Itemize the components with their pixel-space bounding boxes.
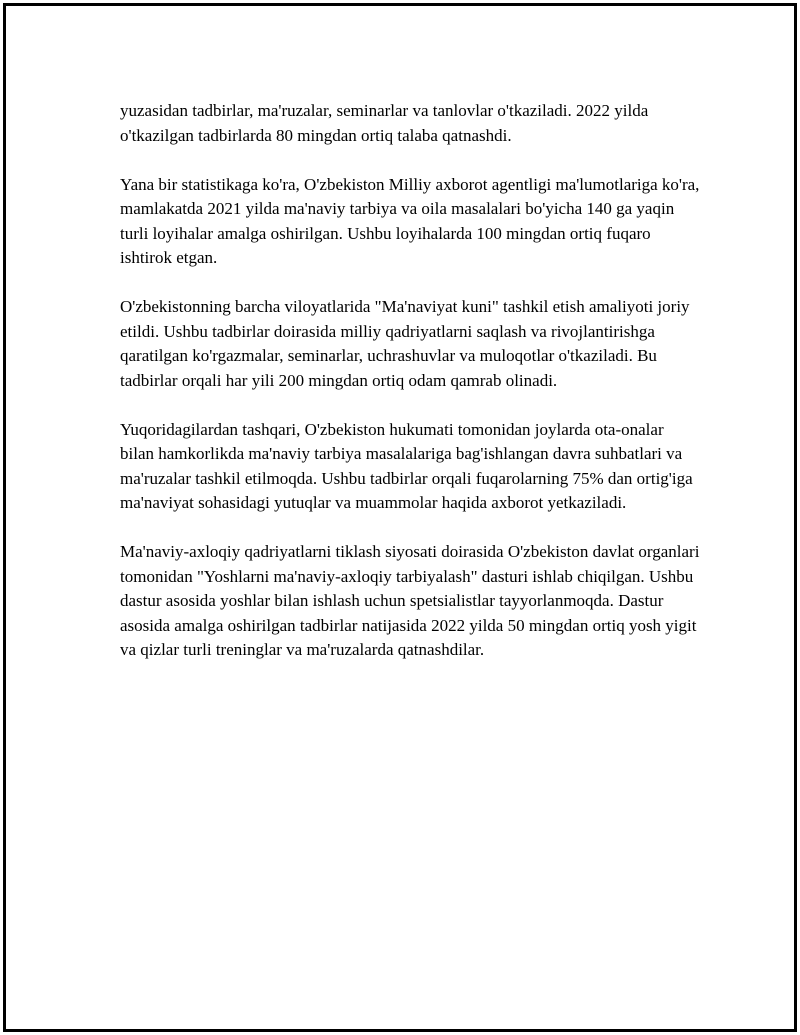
paragraph-3: O'zbekistonning barcha viloyatlarida "Ma'naviyat kuni" tashkil etish amaliyoti joriy etildi. Ushbu tadbirlar doirasida milliy qadriyatlarni saqlash va rivojlantirishga qaratilgan ko'rgazmalar, seminarlar, uchrashuvlar va muloqotlar o'tkaziladi. Bu tadbirlar orqali har yili 200 mingdan ortiq odam qamrab olinadi. <box>120 297 690 390</box>
paragraph-5: Ma'naviy-axloqiy qadriyatlarni tiklash siyosati doirasida O'zbekiston davlat organlari tomonidan "Yoshlarni ma'naviy-axloqiy tarbiyalash" dasturi ishlab chiqilgan. Ushbu dastur asosida yoshlar bilan ishlash uchun spetsialistlar tayyorlanmoqda. Dastur asosida amalga oshirilgan tadbirlar natijasida 2022 yilda 50 mingdan ortiq yosh yigit va qizlar turli treninglar va ma'ruzalarda qatnashdilar. <box>120 542 700 659</box>
paragraph-2: Yana bir statistikaga ko'ra, O'zbekiston Milliy axborot agentligi ma'lumotlariga ko'ra, mamlakatda 2021 yilda ma'naviy tarbiya va oila masalalari bo'yicha 140 ga yaqin turli loyihalar amalga oshirilgan. Ushbu loyihalarda 100 mingdan ortiq fuqaro ishtirok etgan. <box>120 174 700 267</box>
document-body <box>120 99 700 687</box>
page-frame <box>3 3 797 1032</box>
paragraph-1: yuzasidan tadbirlar, ma'ruzalar, seminarlar va tanlovlar o'tkaziladi. 2022 yilda o'tkazilgan tadbirlarda 80 mingdan ortiq talaba qatnashdi. <box>120 101 649 145</box>
paragraph-4: Yuqoridagilardan tashqari, O'zbekiston hukumati tomonidan joylarda ota-onalar bilan hamkorlikda ma'naviy tarbiya masalalariga bag'ishlangan davra suhbatlari va ma'ruzalar tashkil etilmoqda. Ushbu tadbirlar orqali fuqarolarning 75% dan ortig'iga ma'naviyat sohasidagi yutuqlar va muammolar haqida axborot yetkaziladi. <box>120 419 693 512</box>
